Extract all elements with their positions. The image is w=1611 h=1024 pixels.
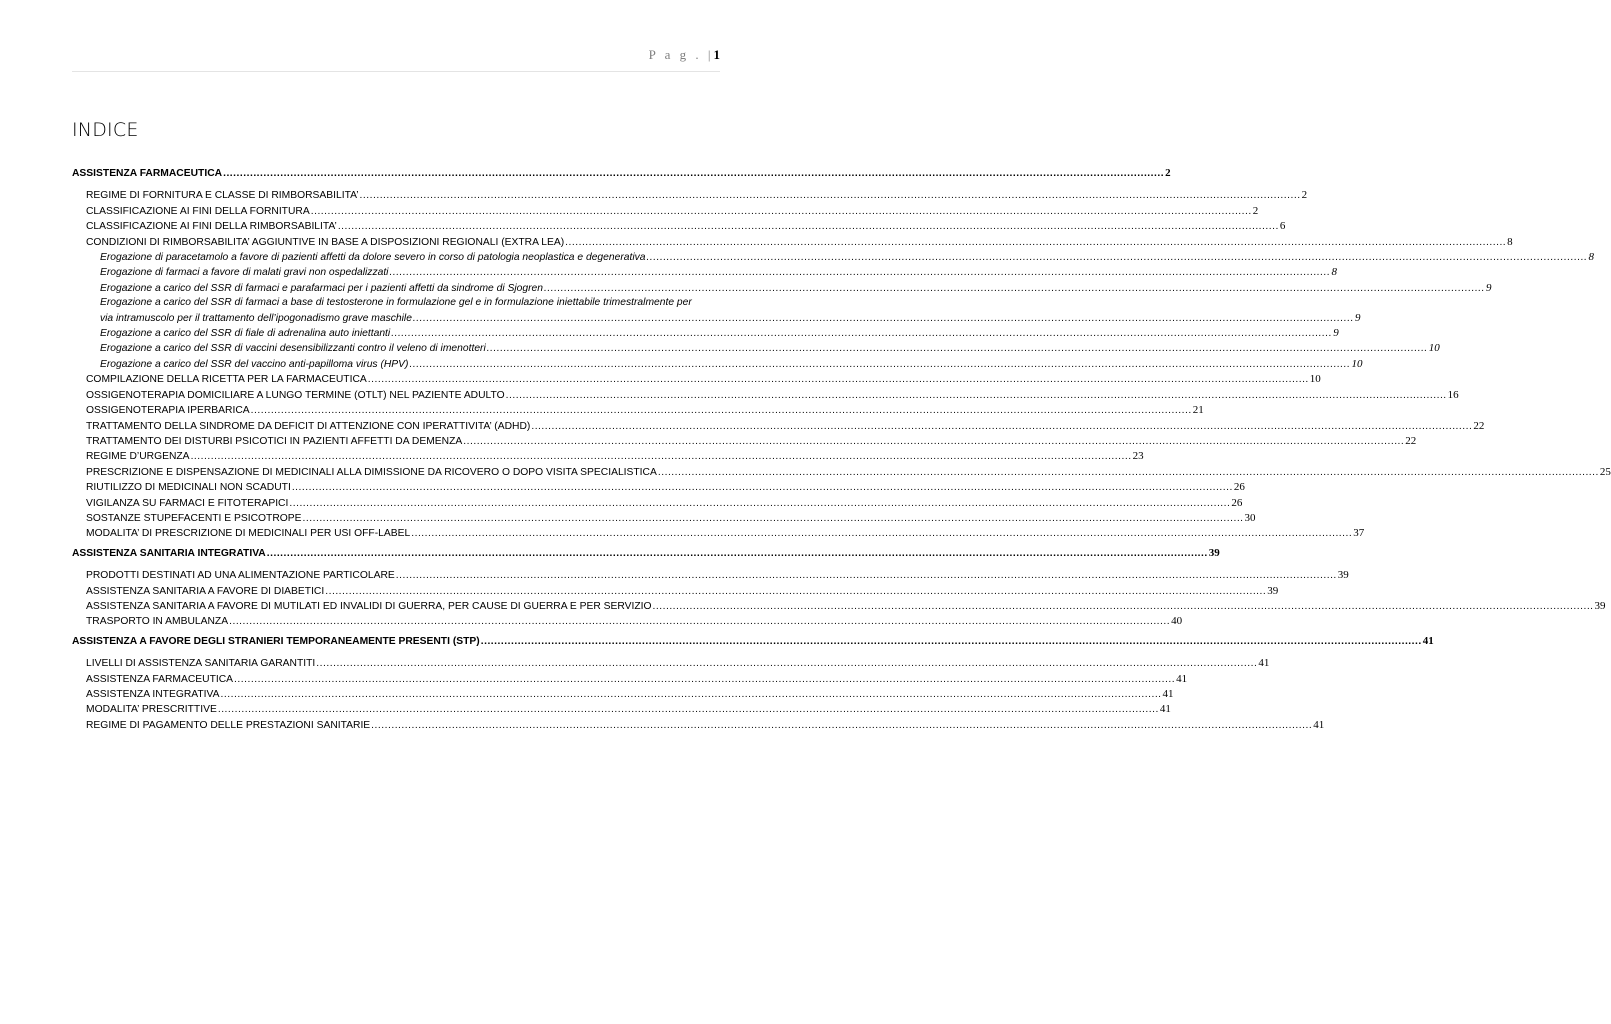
toc-entry-e32[interactable]: [72, 702, 1171, 717]
toc-page-number: 39: [1594, 599, 1606, 612]
toc-page-number: 16: [1447, 388, 1459, 401]
dot-leader: [487, 342, 1428, 356]
toc-entry-text: ASSISTENZA FARMACEUTICA: [72, 168, 223, 179]
toc-entry-text: CLASSIFICAZIONE AI FINI DELLA FORNITURA: [86, 205, 310, 217]
toc-entry-text: CLASSIFICAZIONE AI FINI DELLA RIMBORSABILITA’: [86, 221, 337, 233]
dot-leader: [289, 497, 1230, 511]
toc-entry-e19[interactable]: [72, 480, 1245, 495]
toc-entry-text: PRODOTTI DESTINATI AD UNA ALIMENTAZIONE PARTICOLARE: [86, 570, 395, 582]
toc-page-number: 9: [1486, 281, 1492, 294]
toc-entry-text: REGIME DI PAGAMENTO DELLE PRESTAZIONI SANITARIE: [86, 719, 371, 731]
toc-page-number: 40: [1171, 615, 1183, 628]
toc-page-number: 26: [1231, 496, 1243, 509]
toc-entry-text-cont: via intramuscolo per il trattamento dell’ipogonadismo grave maschile: [100, 312, 412, 324]
toc-page-number: 8: [1507, 235, 1513, 248]
dot-leader: [221, 688, 1162, 702]
toc-entry-e2[interactable]: [72, 204, 1259, 219]
toc-entry-e25[interactable]: [72, 584, 1279, 599]
dot-leader: [396, 569, 1337, 583]
toc-entry-e10[interactable]: [72, 341, 1440, 356]
toc-page-number: 22: [1405, 434, 1417, 447]
toc-entry-text: Erogazione a carico del SSR di farmaci e parafarmaci per i pazienti affetti da sindrome di Sjogren: [100, 282, 543, 294]
toc-entry-text: ASSISTENZA SANITARIA INTEGRATIVA: [72, 547, 266, 559]
page-number: 1: [713, 47, 720, 62]
toc-entry-e23[interactable]: [72, 546, 1220, 561]
toc-entry-text: OSSIGENOTERAPIA IPERBARICA: [86, 405, 250, 417]
toc-entry-e14[interactable]: [72, 403, 1204, 418]
toc-page-number: 8: [1331, 266, 1337, 279]
toc-entry-text: Erogazione di farmaci a favore di malati gravi non ospedalizzati: [100, 267, 389, 279]
toc-page-number: 41: [1258, 657, 1270, 670]
toc-entry-e11[interactable]: [72, 357, 1363, 372]
toc-entry-text: COMPILAZIONE DELLA RICETTA PER LA FARMACEUTICA: [86, 374, 367, 386]
toc-entry-e26[interactable]: [72, 599, 1606, 614]
toc-entry-e17[interactable]: [72, 449, 1144, 464]
dot-leader: [391, 327, 1332, 341]
toc-page-number: 23: [1132, 450, 1144, 463]
toc-entry-text: ASSISTENZA INTEGRATIVA: [86, 689, 220, 700]
toc-entry-text: ASSISTENZA SANITARIA A FAVORE DI MUTILATI ED INVALIDI DI GUERRA, PER CAUSE DI GUERRA E PER SERVIZIO: [86, 600, 652, 612]
toc-entry-e8[interactable]: [72, 296, 1361, 326]
toc-page-number: 39: [1267, 584, 1279, 597]
dot-leader: [229, 615, 1170, 629]
dot-leader: [565, 236, 1506, 250]
toc-entry-text: ASSISTENZA FARMACEUTICA: [86, 673, 234, 685]
toc-entry-e22[interactable]: [72, 526, 1365, 541]
toc-page-number: 2: [1252, 204, 1259, 217]
toc-entry-text: Erogazione a carico del SSR del vaccino anti-papilloma virus (HPV): [100, 358, 409, 370]
toc-page-number: 30: [1244, 511, 1256, 524]
toc-entry-e9[interactable]: [72, 326, 1339, 341]
toc-entry-e3[interactable]: [72, 219, 1286, 234]
toc-entry-text: Erogazione a carico del SSR di vaccini desensibilizzanti contro il veleno di imenotteri: [100, 343, 486, 355]
dot-leader: [371, 719, 1312, 733]
page-label: P a g . |: [648, 47, 714, 62]
toc-page-number: 41: [1313, 718, 1325, 731]
toc-entry-text: LIVELLI DI ASSISTENZA SANITARIA GARANTITI: [86, 658, 316, 670]
dot-leader: [234, 673, 1175, 687]
toc-entry-text: Erogazione a carico del SSR di fiale di adrenalina auto iniettanti: [100, 328, 391, 340]
toc-entry-text: TRATTAMENTO DEI DISTURBI PSICOTICI IN PAZIENTI AFFETTI DA DEMENZA: [86, 435, 463, 447]
toc-page-number: 41: [1176, 672, 1188, 685]
toc-page-number: 41: [1159, 703, 1171, 716]
dot-leader: [325, 585, 1266, 599]
toc-entry-e0[interactable]: [72, 166, 1171, 181]
dot-leader: [267, 547, 1208, 561]
toc-page-number: 2: [1165, 167, 1171, 179]
dot-leader: [223, 167, 1164, 181]
toc-entry-e33[interactable]: [72, 718, 1325, 733]
toc-entry-text: MODALITA’ DI PRESCRIZIONE DI MEDICINALI PER USI OFF-LABEL: [86, 528, 411, 540]
toc-entry-text: REGIME DI FORNITURA E CLASSE DI RIMBORSABILITA’: [86, 190, 359, 202]
dot-leader: [544, 282, 1485, 296]
toc-entry-text: TRATTAMENTO DELLA SINDROME DA DEFICIT DI ATTENZIONE CON IPERATTIVITA’ (ADHD): [86, 420, 531, 432]
dot-leader: [218, 703, 1159, 717]
dot-leader: [531, 420, 1472, 434]
toc-entry-e24[interactable]: [72, 568, 1349, 583]
toc-page-number: 41: [1422, 634, 1434, 647]
toc-entry-text: CONDIZIONI DI RIMBORSABILITA’ AGGIUNTIVE IN BASE A DISPOSIZIONI REGIONALI (EXTRA LEA): [86, 236, 565, 248]
dot-leader: [653, 600, 1594, 614]
toc-entry-e1[interactable]: [72, 188, 1308, 203]
toc-entry-e6[interactable]: [72, 265, 1337, 280]
toc-page-number: 25: [1599, 465, 1611, 478]
dot-leader: [316, 657, 1257, 671]
table-of-contents: [72, 166, 1611, 733]
dot-leader: [191, 450, 1132, 464]
dot-leader: [647, 251, 1588, 265]
toc-entry-e4[interactable]: [72, 235, 1513, 250]
toc-entry-text: Erogazione a carico del SSR di farmaci a base di testosterone in formulazione gel e in formulazione iniettabile trimestralmente per: [100, 297, 692, 309]
dot-leader: [338, 220, 1279, 234]
toc-entry-text: ASSISTENZA SANITARIA A FAVORE DI DIABETICI: [86, 585, 325, 597]
toc-entry-text: Erogazione di paracetamolo a favore di pazienti affetti da dolore severo in corso di patologia neoplastica e degenerativa: [100, 252, 646, 264]
toc-page-number: 39: [1337, 569, 1349, 582]
toc-entry-e7[interactable]: [72, 281, 1492, 296]
toc-entry-e31[interactable]: [72, 687, 1174, 702]
dot-leader: [463, 435, 1404, 449]
dot-leader: [251, 404, 1192, 418]
dot-leader: [413, 312, 1354, 326]
toc-page-number: 41: [1162, 688, 1174, 700]
toc-page-number: 9: [1333, 327, 1339, 340]
toc-entry-e5[interactable]: [72, 250, 1595, 265]
toc-page-number: 21: [1192, 404, 1204, 417]
toc-entry-text: VIGILANZA SU FARMACI E FITOTERAPICI: [86, 497, 289, 509]
toc-entry-e18[interactable]: [72, 465, 1611, 480]
toc-entry-text: ASSISTENZA A FAVORE DEGLI STRANIERI TEMPORANEAMENTE PRESENTI (STP): [72, 635, 480, 647]
dot-leader: [389, 266, 1330, 280]
toc-entry-e20[interactable]: [72, 496, 1243, 511]
dot-leader: [411, 527, 1352, 541]
toc-page-number: 37: [1353, 527, 1365, 540]
dot-leader: [409, 358, 1350, 372]
toc-entry-text: PRESCRIZIONE E DISPENSAZIONE DI MEDICINALI ALLA DIMISSIONE DA RICOVERO O DOPO VISITA SPECIALISTICA: [86, 466, 657, 478]
toc-page-number: 10: [1351, 357, 1363, 370]
dot-leader: [506, 389, 1447, 403]
toc-page-number: 10: [1309, 373, 1321, 386]
toc-entry-e12[interactable]: [72, 372, 1321, 387]
toc-entry-e21[interactable]: [72, 511, 1256, 526]
toc-entry-e16[interactable]: [72, 434, 1417, 449]
toc-page-number: 39: [1208, 546, 1220, 559]
dot-leader: [303, 512, 1244, 526]
dot-leader: [292, 481, 1233, 495]
toc-page-number: 9: [1354, 311, 1361, 324]
toc-page-number: 2: [1301, 189, 1308, 202]
toc-entry-e28[interactable]: [72, 634, 1434, 649]
toc-page-number: 26: [1233, 481, 1245, 494]
toc-entry-text: SOSTANZE STUPEFACENTI E PSICOTROPE: [86, 512, 302, 524]
toc-entry-e15[interactable]: [72, 419, 1485, 434]
toc-page-number: 8: [1588, 251, 1595, 264]
toc-page-number: 10: [1428, 342, 1440, 355]
toc-entry-text: TRASPORTO IN AMBULANZA: [86, 616, 229, 628]
dot-leader: [360, 189, 1301, 203]
toc-page-number: 6: [1279, 220, 1286, 233]
toc-entry-text: MODALITA’ PRESCRITTIVE: [86, 704, 217, 716]
page-number-label: [649, 47, 720, 63]
toc-entry-text: OSSIGENOTERAPIA DOMICILIARE A LUNGO TERMINE (OTLT) NEL PAZIENTE ADULTO: [86, 389, 505, 401]
dot-leader: [368, 373, 1309, 387]
toc-entry-e29[interactable]: [72, 656, 1270, 671]
dot-leader: [481, 635, 1422, 649]
toc-page-number: 22: [1473, 419, 1485, 432]
dot-leader: [311, 205, 1252, 219]
toc-entry-text: RIUTILIZZO DI MEDICINALI NON SCADUTI: [86, 482, 291, 494]
dot-leader: [658, 466, 1599, 480]
toc-entry-e30[interactable]: [72, 672, 1188, 687]
page-header: [72, 46, 720, 72]
toc-entry-text: REGIME D’URGENZA: [86, 451, 190, 463]
index-title: INDICE: [72, 119, 139, 141]
toc-entry-e27[interactable]: [72, 614, 1183, 629]
toc-entry-e13[interactable]: [72, 388, 1459, 403]
